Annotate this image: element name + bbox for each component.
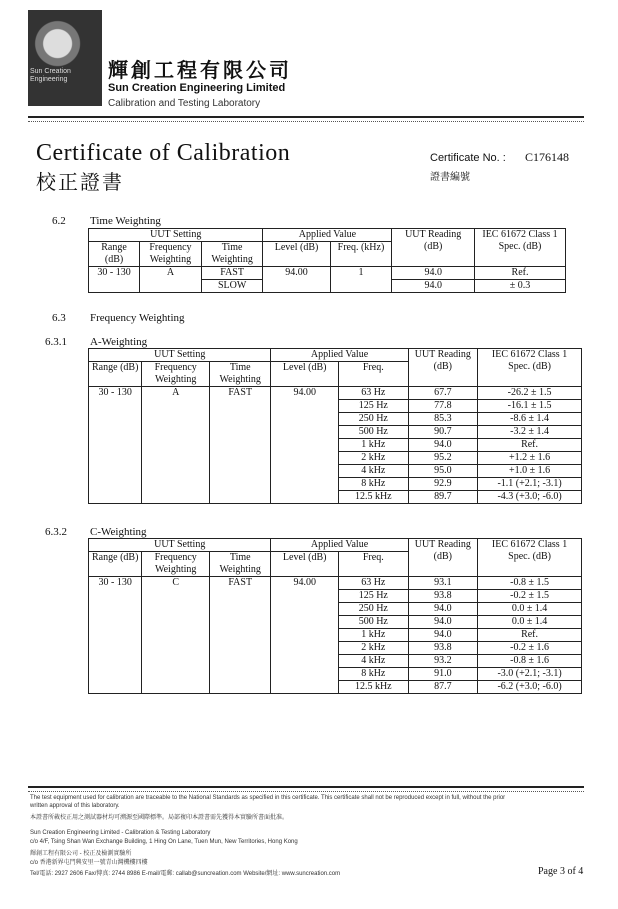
cell-freq: 63 Hz	[339, 577, 409, 590]
cell-freq-weighting	[142, 616, 210, 629]
hdr-time-weighting: Time Weighting	[209, 552, 270, 577]
cell-time-weighting	[209, 478, 270, 491]
cell-level	[271, 426, 339, 439]
cell-spec: -0.2 ± 1.5	[478, 590, 582, 603]
table-row	[89, 478, 582, 491]
table-row	[89, 642, 582, 655]
logo-text: Sun Creation Engineering	[30, 68, 71, 83]
cell-time-weighting	[209, 491, 270, 504]
cell-freq: 125 Hz	[339, 400, 409, 413]
cell-level	[271, 642, 339, 655]
cell-freq-weighting	[142, 590, 210, 603]
cell-time-weighting	[209, 629, 270, 642]
cell-time-weighting	[209, 465, 270, 478]
footer-approval: written approval of this laboratory.	[30, 803, 120, 809]
cell-spec: -8.6 ± 1.4	[478, 413, 582, 426]
cell-time-weighting	[209, 413, 270, 426]
cell-range	[89, 478, 142, 491]
hdr-level: Level (dB)	[263, 242, 330, 267]
cell-spec: Ref.	[478, 629, 582, 642]
time-weighting-table	[88, 228, 566, 293]
cell-level	[271, 603, 339, 616]
cell-range	[89, 439, 142, 452]
cell-reading: 90.7	[408, 426, 478, 439]
hdr-range: Range (dB)	[89, 552, 142, 577]
cell-freq-weighting	[142, 452, 210, 465]
table-row	[89, 655, 582, 668]
cell-freq: 125 Hz	[339, 590, 409, 603]
cell-range	[89, 465, 142, 478]
cell-level	[271, 452, 339, 465]
cell-range	[89, 616, 142, 629]
cell-time-weighting	[209, 590, 270, 603]
certificate-title-cn: 校正證書	[36, 172, 124, 194]
cell-spec: Ref.	[475, 267, 566, 280]
table-row	[89, 413, 582, 426]
hdr-freq-weighting: Frequency Weighting	[142, 362, 210, 387]
cell-freq-weighting	[142, 655, 210, 668]
cell-freq: 8 kHz	[339, 478, 409, 491]
cell-freq-weighting	[142, 465, 210, 478]
hdr-reading: UUT Reading (dB)	[408, 539, 478, 577]
cell-range: 30 - 130	[89, 267, 140, 293]
footer-contacts: Tel/電話: 2927 2606 Fax/傳真: 2744 8986 E-mail/電郵: callab@suncreation.com Website/網址: www.suncreation.com	[30, 871, 341, 877]
cell-freq: 250 Hz	[339, 413, 409, 426]
table-row	[89, 668, 582, 681]
cell-spec: ± 0.3	[475, 280, 566, 293]
cell-range	[89, 413, 142, 426]
cell-time-weighting: FAST	[209, 387, 270, 400]
company-name-en: Sun Creation Engineering Limited	[108, 82, 286, 94]
cell-freq: 1 kHz	[339, 439, 409, 452]
hdr-range: Range (dB)	[89, 362, 142, 387]
cell-reading: 93.8	[408, 642, 478, 655]
hdr-freq: Freq.	[339, 362, 409, 387]
cell-range	[89, 603, 142, 616]
table-row	[89, 629, 582, 642]
cell-time-weighting	[209, 426, 270, 439]
cell-range	[89, 655, 142, 668]
cell-freq: 250 Hz	[339, 603, 409, 616]
cell-freq: 8 kHz	[339, 668, 409, 681]
cell-spec: -0.2 ± 1.6	[478, 642, 582, 655]
cell-freq: 1 kHz	[339, 629, 409, 642]
cell-freq-weighting	[142, 491, 210, 504]
table-row	[89, 603, 582, 616]
cell-reading: 94.0	[408, 616, 478, 629]
cell-freq-weighting	[142, 603, 210, 616]
cell-range	[89, 491, 142, 504]
cell-freq: 500 Hz	[339, 426, 409, 439]
cell-spec: -1.1 (+2.1; -3.1)	[478, 478, 582, 491]
hdr-freq: Freq.	[339, 552, 409, 577]
cell-reading: 77.8	[408, 400, 478, 413]
cell-time-weighting	[209, 616, 270, 629]
cell-range	[89, 629, 142, 642]
cell-spec: -16.1 ± 1.5	[478, 400, 582, 413]
footer-lab-name-cn: 輝創工程有限公司 - 校正及檢測實驗所	[30, 851, 132, 857]
cell-level	[271, 400, 339, 413]
hdr-freq: Freq. (kHz)	[330, 242, 392, 267]
cell-freq: 12.5 kHz	[339, 491, 409, 504]
cell-reading: 91.0	[408, 668, 478, 681]
footer-lab-name: Sun Creation Engineering Limited - Calibration & Testing Laboratory	[30, 830, 211, 836]
page-number: Page 3 of 4	[538, 866, 584, 877]
hdr-spec: IEC 61672 Class 1 Spec. (dB)	[478, 539, 582, 577]
table-row	[89, 491, 582, 504]
cell-reading: 67.7	[408, 387, 478, 400]
footer-traceability: The test equipment used for calibration are traceable to the National Standards as specified in this certificate. This certificate shall not be reproduced except in full, without the prior	[30, 795, 506, 801]
certificate-no-label-cn: 證書編號	[430, 172, 470, 183]
cell-level	[271, 413, 339, 426]
hdr-level: Level (dB)	[271, 362, 339, 387]
cell-spec: 0.0 ± 1.4	[478, 603, 582, 616]
cell-level	[271, 465, 339, 478]
footer-notice-cn: 本證書所載校正用之測試器材均可溯源至國際標準。局部複印本證書需先獲得本實驗所書面批准。	[30, 815, 289, 821]
company-logo	[28, 10, 102, 106]
hdr-applied: Applied Value	[263, 229, 392, 242]
cell-level	[271, 590, 339, 603]
section-title: C-Weighting	[90, 526, 147, 538]
cell-level	[271, 616, 339, 629]
cell-level	[271, 655, 339, 668]
cell-freq-weighting	[142, 439, 210, 452]
cell-range	[89, 452, 142, 465]
company-name-cn: 輝創工程有限公司	[108, 60, 292, 82]
cell-spec: -3.2 ± 1.4	[478, 426, 582, 439]
cell-freq-weighting	[142, 426, 210, 439]
cell-time-weighting: FAST	[201, 267, 263, 280]
cell-level	[271, 439, 339, 452]
hdr-spec: IEC 61672 Class 1 Spec. (dB)	[478, 349, 582, 387]
cell-spec: -26.2 ± 1.5	[478, 387, 582, 400]
cell-freq-weighting	[142, 478, 210, 491]
hdr-reading: UUT Reading (dB)	[408, 349, 478, 387]
footer-address: c/o 4/F, Tsing Shan Wan Exchange Building, 1 Hing On Lane, Tuen Mun, New Territories, Hong Kong	[30, 839, 298, 845]
table-row	[89, 452, 582, 465]
hdr-uut: UUT Setting	[89, 229, 263, 242]
cell-freq-weighting: A	[140, 267, 202, 293]
cell-spec: -6.2 (+3.0; -6.0)	[478, 681, 582, 694]
cell-level: 94.00	[271, 387, 339, 400]
cell-freq: 2 kHz	[339, 642, 409, 655]
cell-time-weighting	[209, 603, 270, 616]
table-row	[89, 426, 582, 439]
cell-reading: 93.1	[408, 577, 478, 590]
cell-range: 30 - 130	[89, 387, 142, 400]
certificate-title: Certificate of Calibration	[36, 140, 291, 166]
cell-freq: 2 kHz	[339, 452, 409, 465]
section-title: A-Weighting	[90, 336, 148, 348]
hdr-range: Range (dB)	[89, 242, 140, 267]
table-row	[89, 681, 582, 694]
cell-spec: +1.0 ± 1.6	[478, 465, 582, 478]
cell-level: 94.00	[271, 577, 339, 590]
cell-freq-weighting: C	[142, 577, 210, 590]
cell-time-weighting	[209, 668, 270, 681]
cell-spec: -0.8 ± 1.5	[478, 577, 582, 590]
c-weighting-table	[88, 538, 582, 694]
cell-range	[89, 426, 142, 439]
cell-freq-weighting	[142, 400, 210, 413]
section-number: 6.2	[52, 215, 66, 227]
cell-reading: 94.0	[408, 603, 478, 616]
section-number: 6.3.2	[45, 526, 67, 538]
cell-range	[89, 590, 142, 603]
table-row	[89, 400, 582, 413]
cell-level	[271, 491, 339, 504]
hdr-applied: Applied Value	[271, 349, 408, 362]
cell-range: 30 - 130	[89, 577, 142, 590]
table-row	[89, 439, 582, 452]
cell-freq-weighting	[142, 668, 210, 681]
cell-time-weighting	[209, 439, 270, 452]
cell-reading: 95.0	[408, 465, 478, 478]
footer-divider	[28, 786, 584, 792]
footer-address-cn: c/o 香港新界屯門興安里一號青山灣機樓四樓	[30, 860, 148, 866]
cell-spec: -3.0 (+2.1; -3.1)	[478, 668, 582, 681]
hdr-spec: IEC 61672 Class 1 Spec. (dB)	[475, 229, 566, 267]
section-title: Time Weighting	[90, 215, 161, 227]
cell-reading: 93.8	[408, 590, 478, 603]
table-row	[89, 590, 582, 603]
cell-reading: 94.0	[392, 280, 475, 293]
cell-range	[89, 681, 142, 694]
cell-time-weighting: FAST	[209, 577, 270, 590]
cell-range	[89, 642, 142, 655]
cell-freq: 1	[330, 267, 392, 293]
table-row	[89, 577, 582, 590]
cell-freq-weighting	[142, 642, 210, 655]
cell-time-weighting: SLOW	[201, 280, 263, 293]
cell-level	[271, 478, 339, 491]
cell-spec: +1.2 ± 1.6	[478, 452, 582, 465]
cell-time-weighting	[209, 452, 270, 465]
cell-freq: 500 Hz	[339, 616, 409, 629]
section-number: 6.3	[52, 312, 66, 324]
a-weighting-table	[88, 348, 582, 504]
hdr-uut: UUT Setting	[89, 539, 271, 552]
cell-level: 94.00	[263, 267, 330, 293]
cell-level	[271, 668, 339, 681]
cell-reading: 94.0	[392, 267, 475, 280]
section-title: Frequency Weighting	[90, 312, 185, 324]
table-row	[89, 616, 582, 629]
cell-spec: 0.0 ± 1.4	[478, 616, 582, 629]
cell-freq: 4 kHz	[339, 655, 409, 668]
cell-time-weighting	[209, 655, 270, 668]
cell-reading: 85.3	[408, 413, 478, 426]
cell-range	[89, 400, 142, 413]
cell-freq: 12.5 kHz	[339, 681, 409, 694]
cell-freq-weighting: A	[142, 387, 210, 400]
table-row	[89, 387, 582, 400]
table-row	[89, 465, 582, 478]
cell-level	[271, 681, 339, 694]
cell-reading: 94.0	[408, 439, 478, 452]
cell-time-weighting	[209, 681, 270, 694]
cell-reading: 87.7	[408, 681, 478, 694]
cell-time-weighting	[209, 400, 270, 413]
cell-level	[271, 629, 339, 642]
hdr-uut: UUT Setting	[89, 349, 271, 362]
cell-freq-weighting	[142, 413, 210, 426]
cell-freq-weighting	[142, 681, 210, 694]
hdr-time-weighting: Time Weighting	[201, 242, 263, 267]
header-divider	[28, 116, 584, 122]
cell-spec: -4.3 (+3.0; -6.0)	[478, 491, 582, 504]
hdr-time-weighting: Time Weighting	[209, 362, 270, 387]
cell-spec: Ref.	[478, 439, 582, 452]
hdr-freq-weighting: Frequency Weighting	[142, 552, 210, 577]
hdr-freq-weighting: Frequency Weighting	[140, 242, 202, 267]
cell-freq: 4 kHz	[339, 465, 409, 478]
hdr-level: Level (dB)	[271, 552, 339, 577]
cell-spec: -0.8 ± 1.6	[478, 655, 582, 668]
cell-reading: 89.7	[408, 491, 478, 504]
certificate-no-value: C176148	[525, 150, 570, 164]
cell-reading: 93.2	[408, 655, 478, 668]
section-number: 6.3.1	[45, 336, 67, 348]
cell-freq: 63 Hz	[339, 387, 409, 400]
hdr-applied: Applied Value	[271, 539, 408, 552]
cell-freq-weighting	[142, 629, 210, 642]
cell-range	[89, 668, 142, 681]
certificate-no-label: Certificate No. :	[430, 152, 506, 164]
cell-reading: 94.0	[408, 629, 478, 642]
cell-reading: 95.2	[408, 452, 478, 465]
cell-time-weighting	[209, 642, 270, 655]
cell-reading: 92.9	[408, 478, 478, 491]
hdr-reading: UUT Reading (dB)	[392, 229, 475, 267]
company-subtitle: Calibration and Testing Laboratory	[108, 98, 261, 109]
